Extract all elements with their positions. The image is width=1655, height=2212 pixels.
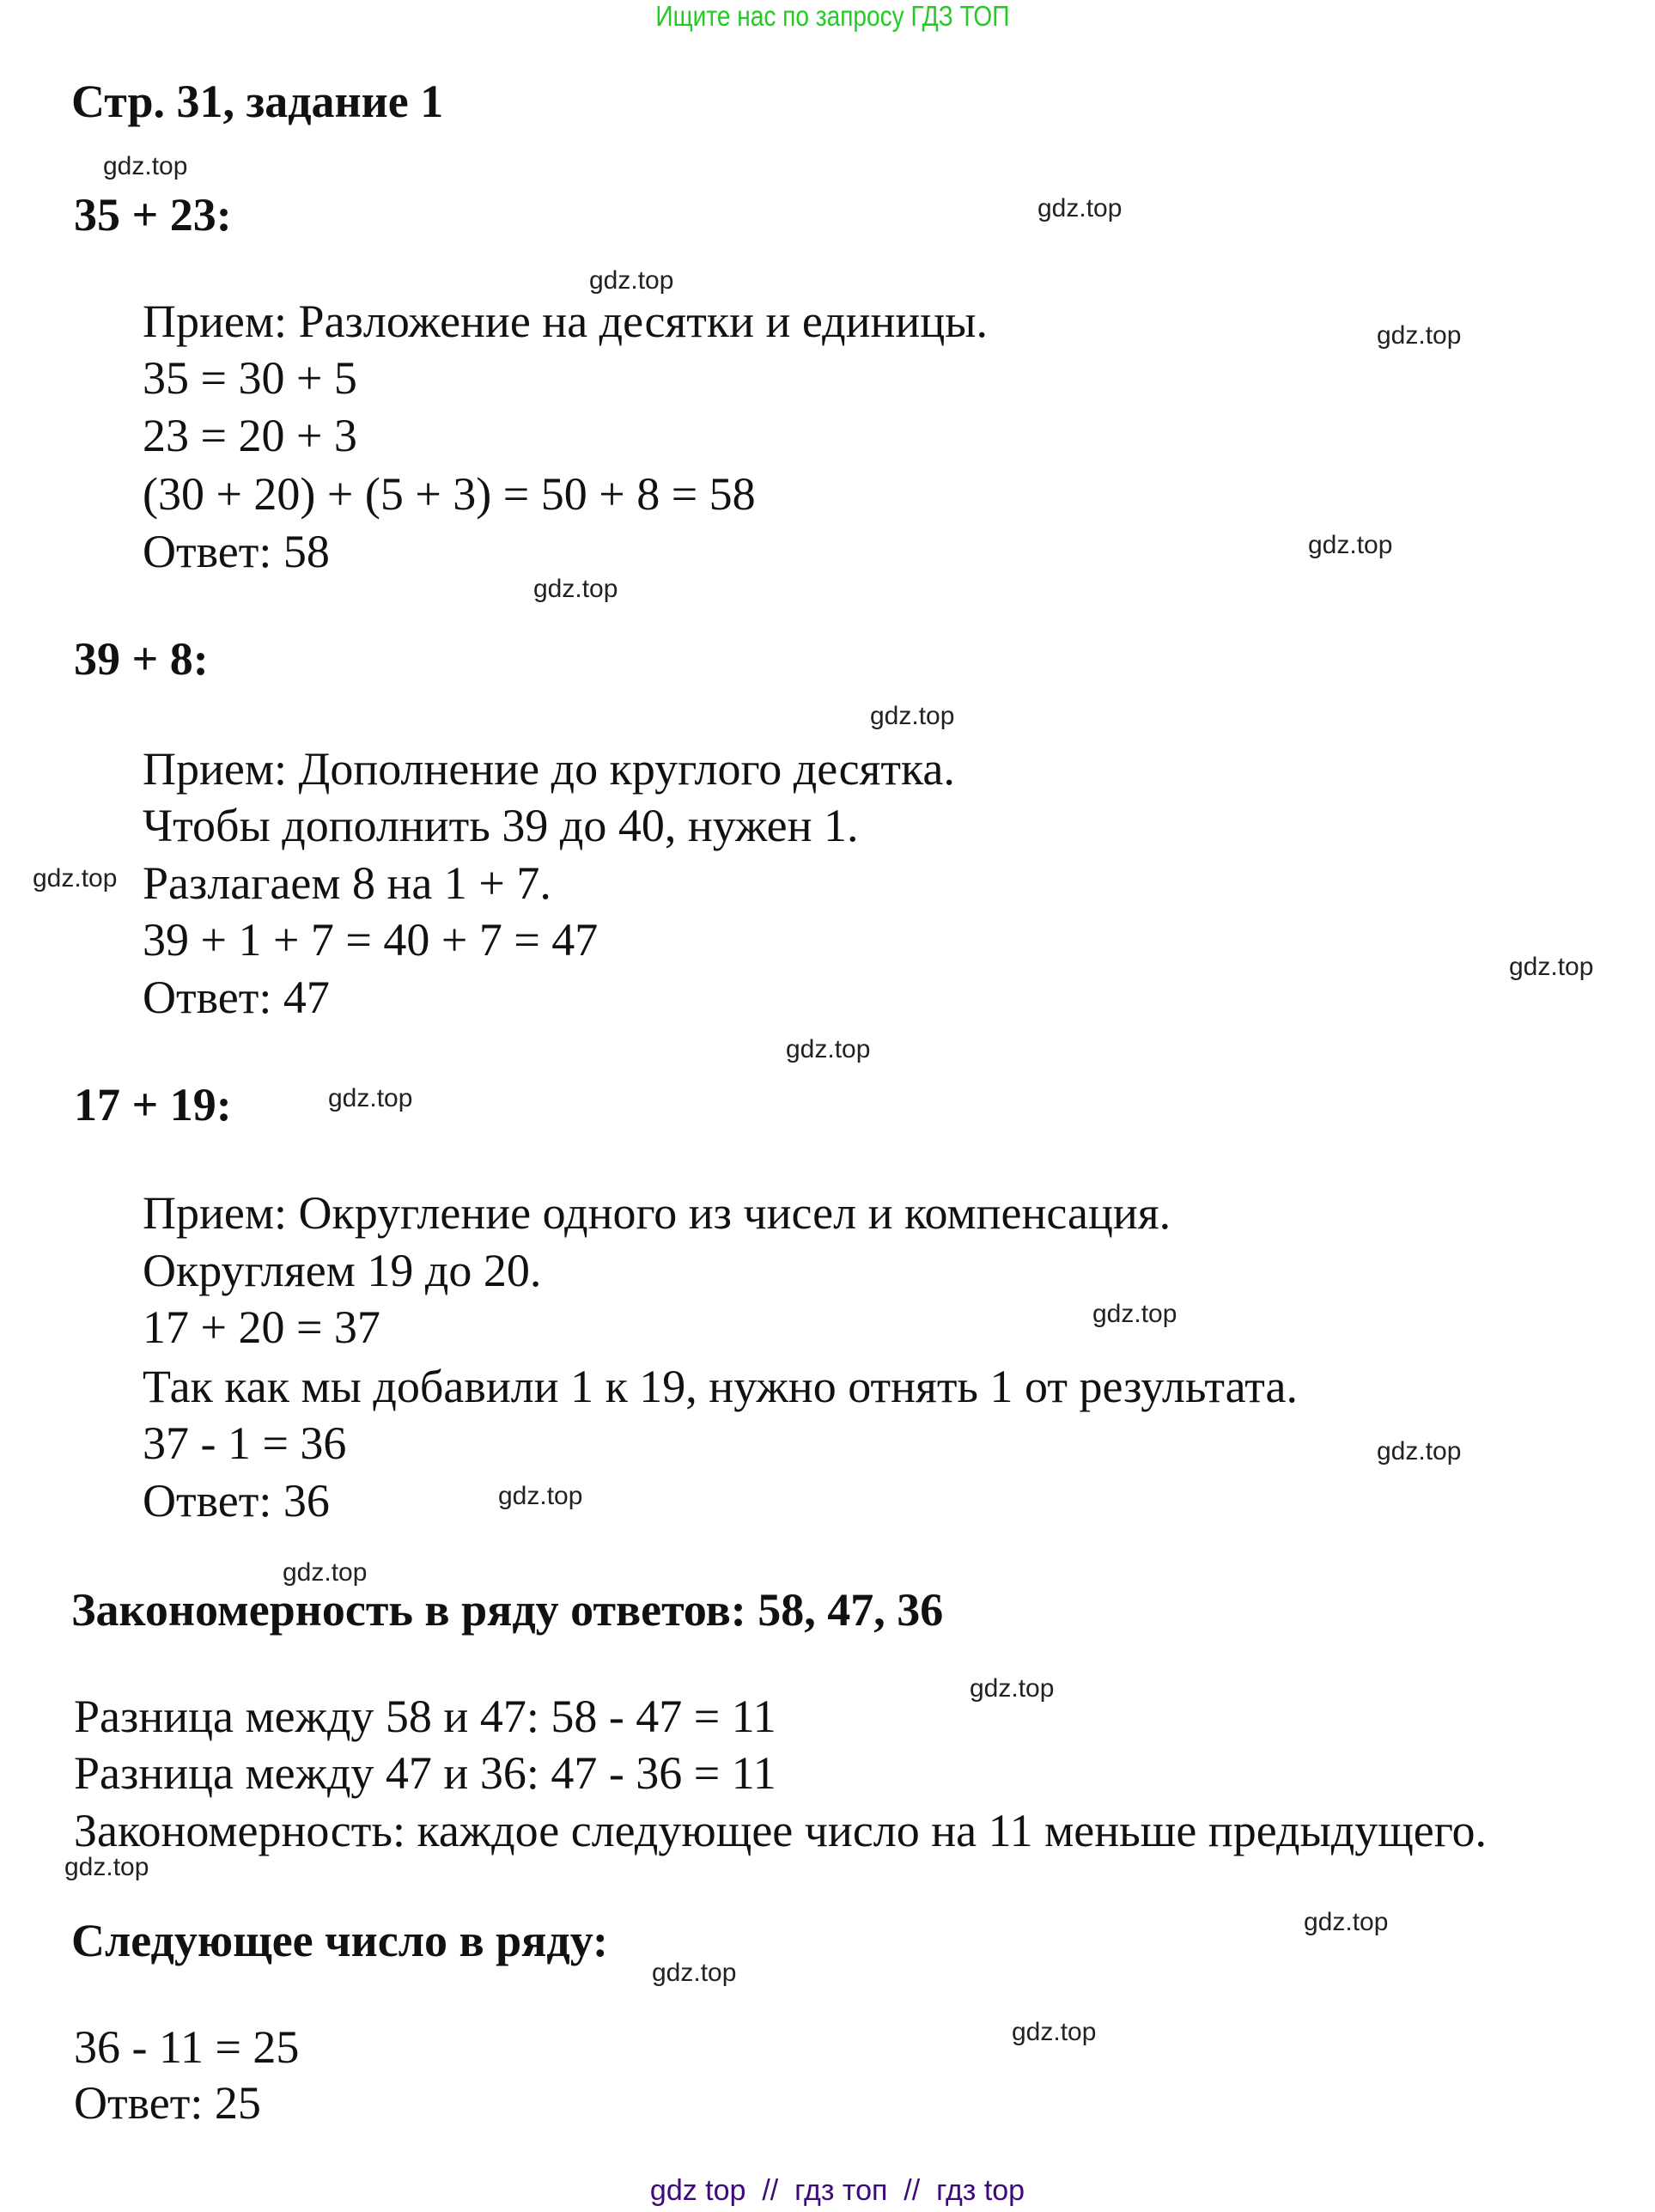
task3-answer: Ответ: 36 [143,1475,330,1526]
watermark: gdz.top [1308,531,1393,559]
task1-line: Прием: Разложение на десятки и единицы. [143,296,988,347]
watermark: gdz.top [870,702,955,730]
task2-line: Чтобы дополнить 39 до 40, нужен 1. [143,800,859,851]
next-number-answer: Ответ: 25 [74,2077,261,2129]
pattern-heading: Закономерность в ряду ответов: 58, 47, 36 [71,1584,944,1636]
task1-line: (30 + 20) + (5 + 3) = 50 + 8 = 58 [143,468,756,520]
watermark: gdz.top [589,266,674,295]
task1-heading: 35 + 23: [74,189,232,241]
task1-line: 23 = 20 + 3 [143,410,357,461]
watermark: gdz.top [1377,1437,1462,1466]
task3-line: Так как мы добавили 1 к 19, нужно отнять 1 от результата. [143,1361,1298,1412]
page-title: Стр. 31, задание 1 [71,76,444,127]
task3-line: Прием: Округление одного из чисел и компенсация. [143,1187,1171,1239]
watermark: gdz.top [283,1558,368,1587]
watermark: gdz.top [64,1853,149,1881]
task2-line: Разлагаем 8 на 1 + 7. [143,857,551,909]
task2-line: Прием: Дополнение до круглого десятка. [143,743,955,795]
task1-answer: Ответ: 58 [143,526,330,577]
footer-links: gdz top // гдз топ // гдз top [649,2174,1025,2207]
watermark: gdz.top [103,152,188,180]
watermark: gdz.top [786,1035,871,1063]
watermark: gdz.top [498,1482,583,1510]
task3-heading: 17 + 19: [74,1079,232,1130]
task2-answer: Ответ: 47 [143,972,330,1023]
pattern-line: Разница между 47 и 36: 47 - 36 = 11 [74,1747,776,1799]
watermark: gdz.top [33,864,118,893]
task2-line: 39 + 1 + 7 = 40 + 7 = 47 [143,914,599,966]
pattern-line: Закономерность: каждое следующее число на 11 меньше предыдущего. [74,1805,1488,1856]
watermark: gdz.top [1092,1300,1177,1328]
watermark: gdz.top [1509,953,1594,981]
search-hint-banner: Ищите нас по запросу ГДЗ ТОП [655,0,1010,32]
task1-line: 35 = 30 + 5 [143,352,357,404]
watermark: gdz.top [970,1674,1055,1703]
watermark: gdz.top [1037,194,1123,222]
watermark: gdz.top [533,575,618,603]
pattern-line: Разница между 58 и 47: 58 - 47 = 11 [74,1691,776,1742]
watermark: gdz.top [1012,2018,1097,2046]
watermark: gdz.top [1377,321,1462,350]
task3-line: 37 - 1 = 36 [143,1417,347,1469]
watermark: gdz.top [652,1959,737,1987]
watermark: gdz.top [1304,1908,1389,1936]
next-number-heading: Следующее число в ряду: [71,1915,608,1966]
task2-heading: 39 + 8: [74,633,209,685]
task3-line: Округляем 19 до 20. [143,1245,542,1296]
watermark: gdz.top [328,1084,413,1112]
task3-line: 17 + 20 = 37 [143,1301,380,1353]
next-number-line: 36 - 11 = 25 [74,2021,300,2073]
